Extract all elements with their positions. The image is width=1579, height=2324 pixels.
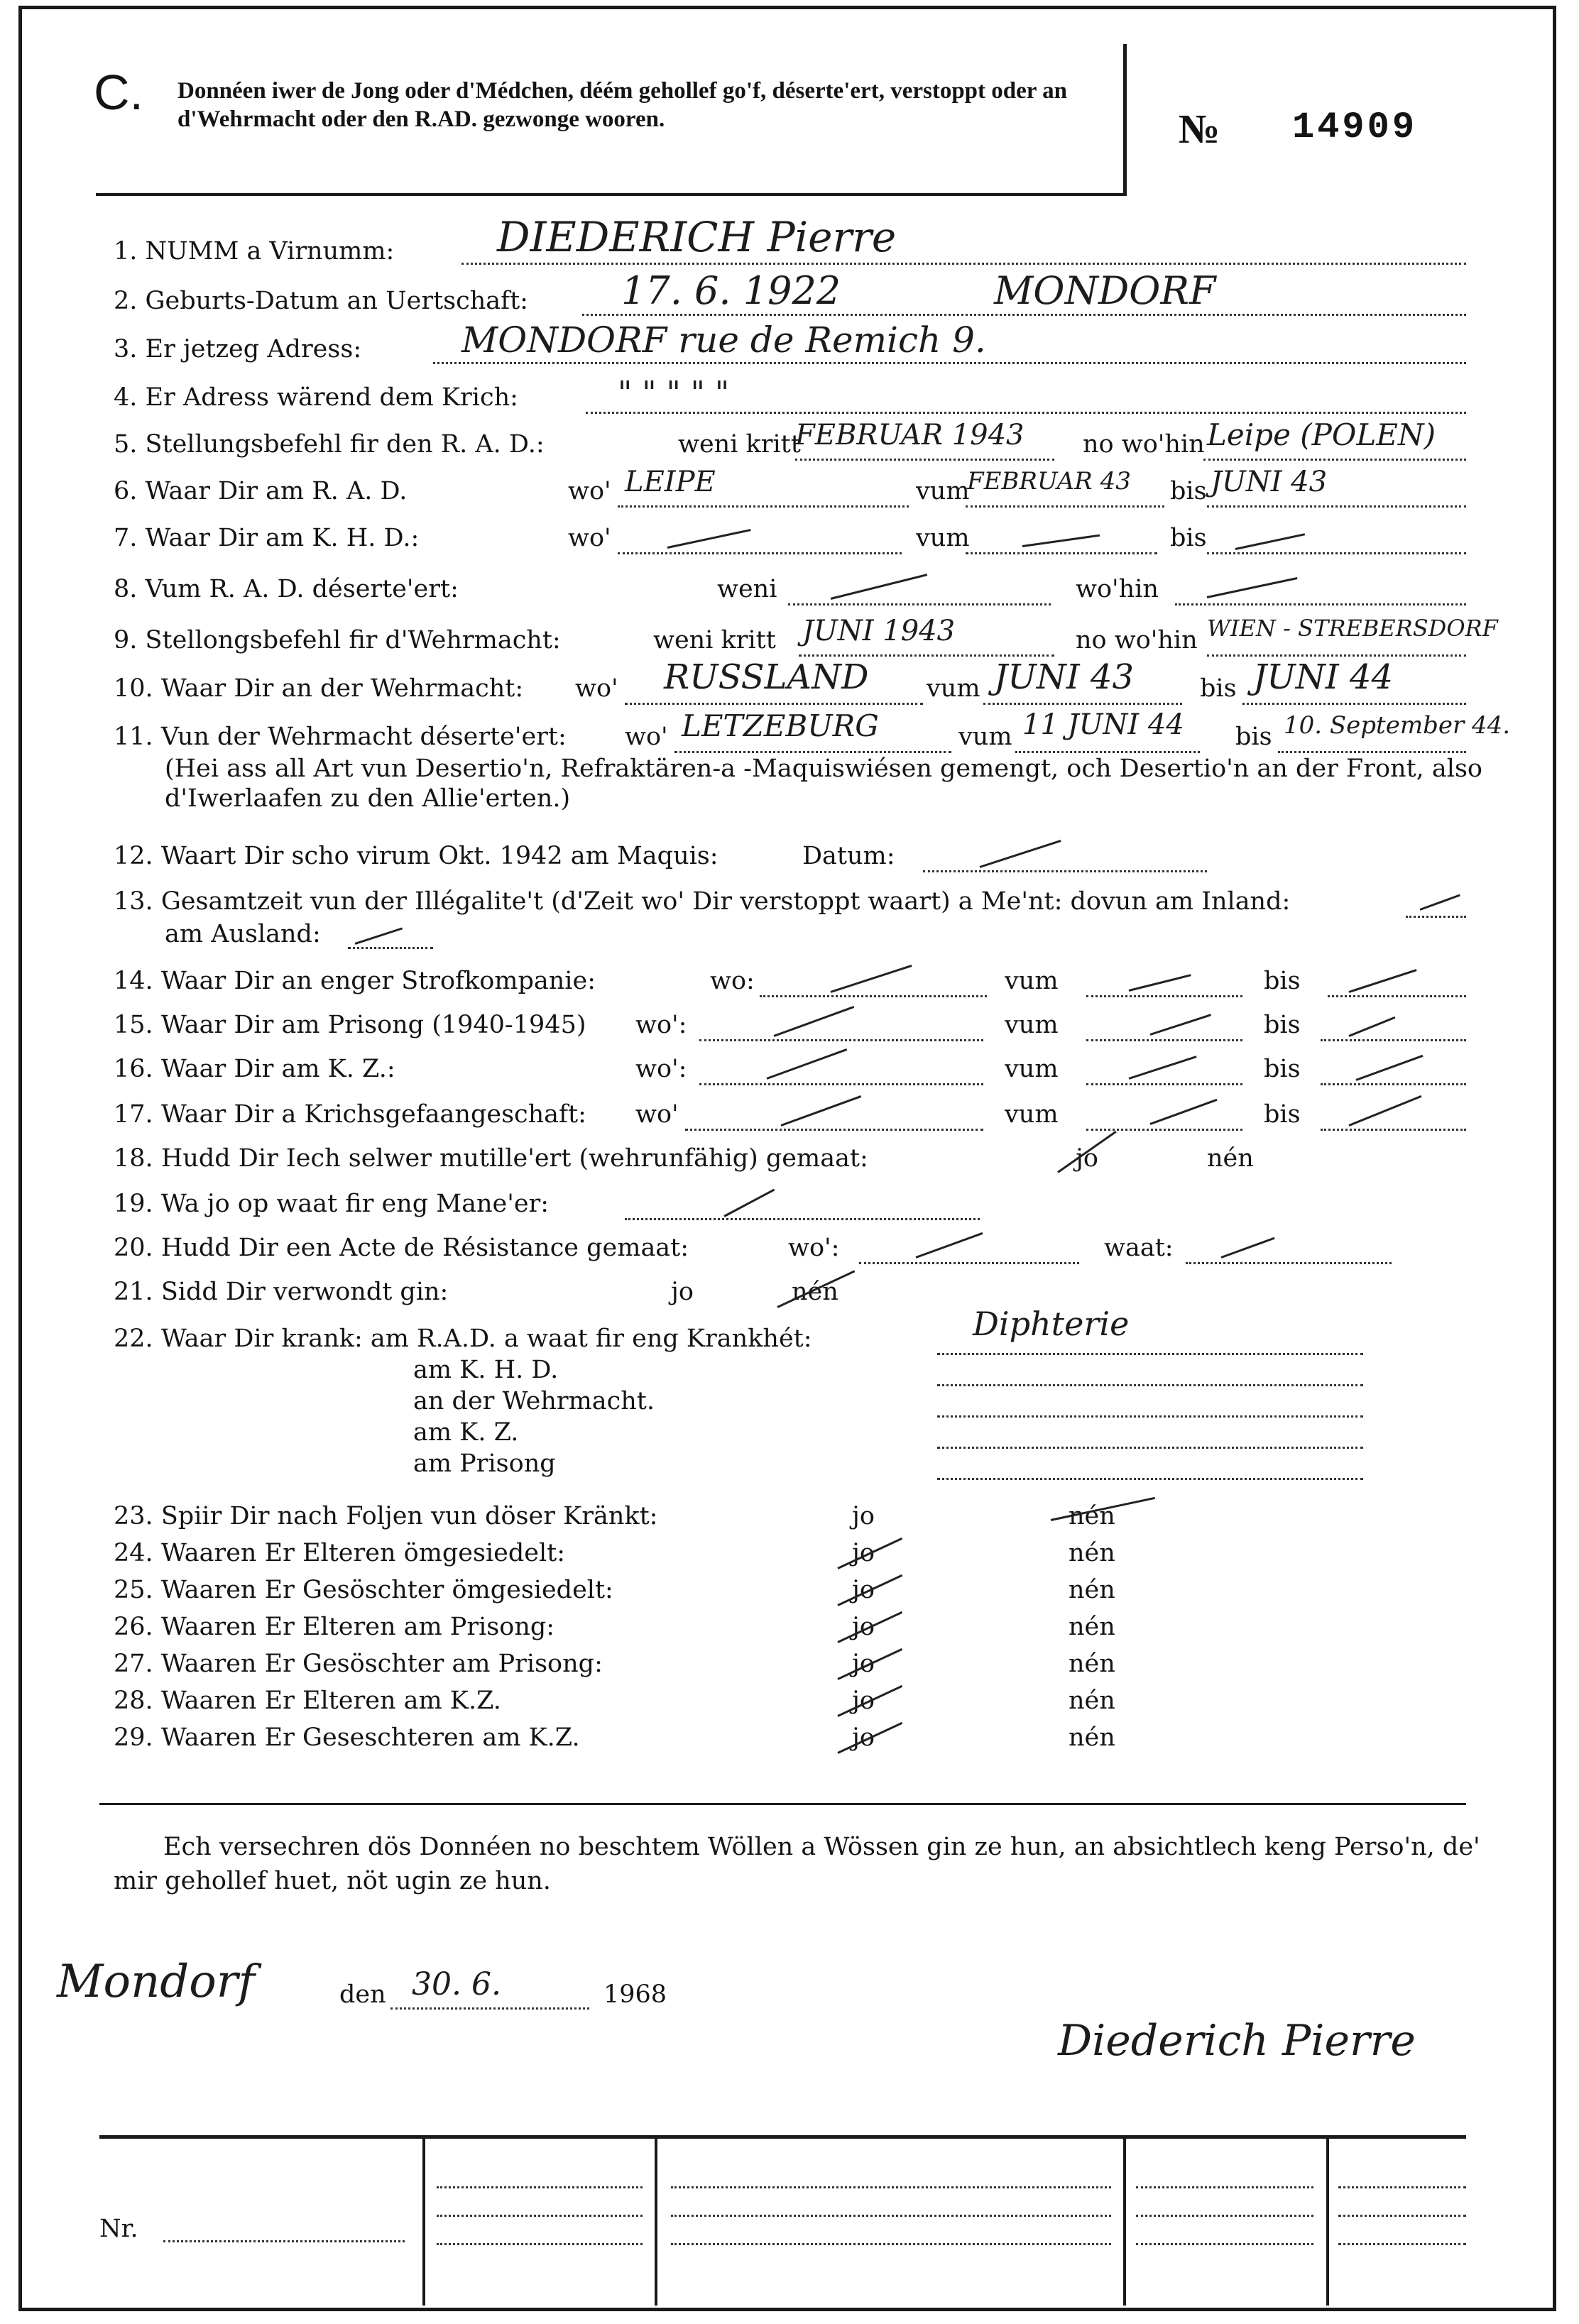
- row-1: 1. NUMM a Virnumm:: [114, 237, 395, 265]
- label: bis: [1170, 477, 1207, 505]
- name-value[interactable]: DIEDERICH Pierre: [497, 213, 897, 261]
- label: wo'hin: [1076, 575, 1159, 603]
- footer-field[interactable]: [1136, 2243, 1313, 2245]
- label: wo':: [635, 1011, 687, 1039]
- footer-field[interactable]: [437, 2186, 643, 2188]
- field-line[interactable]: [937, 1478, 1363, 1480]
- row-15: 15. Waar Dir am Prisong (1940-1945): [114, 1011, 586, 1039]
- footer-field[interactable]: [671, 2243, 1111, 2245]
- signature-year: 1968: [603, 1980, 667, 2009]
- no-option[interactable]: nén: [1069, 1576, 1115, 1604]
- footer-field[interactable]: [1338, 2186, 1466, 2188]
- field-line[interactable]: [788, 603, 1051, 605]
- field-line[interactable]: [348, 947, 433, 949]
- field-line[interactable]: [582, 314, 1466, 316]
- no-option[interactable]: nén: [1069, 1723, 1115, 1752]
- field-line[interactable]: [433, 362, 1466, 364]
- row-8: 8. Vum R. A. D. déserte'ert:: [114, 575, 459, 603]
- field-line[interactable]: [674, 751, 951, 753]
- yes-option[interactable]: jo: [852, 1539, 875, 1567]
- yes-option[interactable]: jo: [852, 1650, 875, 1678]
- wehrmacht-order-date[interactable]: JUNI 1943: [802, 615, 956, 647]
- footer-field[interactable]: [1136, 2215, 1313, 2217]
- row-11: 11. Vun der Wehrmacht déserte'ert:: [114, 723, 567, 751]
- wehrmacht-from[interactable]: JUNI 43: [994, 657, 1134, 697]
- row-5: 5. Stellungsbefehl fir den R. A. D.:: [114, 430, 545, 459]
- label: wo': [635, 1100, 679, 1129]
- footer-field[interactable]: [1338, 2215, 1466, 2217]
- den-label: den: [339, 1980, 386, 2009]
- row-16: 16. Waar Dir am K. Z.:: [114, 1055, 395, 1083]
- label: Datum:: [802, 842, 895, 870]
- footer-field[interactable]: [1136, 2186, 1313, 2188]
- section-divider: [99, 1803, 1466, 1805]
- header-rule: [96, 193, 1125, 196]
- field-line[interactable]: [799, 654, 1054, 657]
- field-line[interactable]: [1086, 995, 1242, 997]
- label: waat:: [1104, 1234, 1174, 1262]
- field-line[interactable]: [1207, 505, 1466, 508]
- label: vum: [1005, 1100, 1059, 1129]
- field-line[interactable]: [461, 263, 1466, 265]
- label: bis: [1235, 723, 1272, 751]
- row-29: 29. Waaren Er Geseschteren am K.Z.: [114, 1723, 580, 1752]
- label: bis: [1264, 967, 1301, 995]
- label: wo':: [788, 1234, 840, 1262]
- footer-field[interactable]: [437, 2215, 643, 2217]
- wehrmacht-place[interactable]: RUSSLAND: [664, 657, 869, 697]
- field-line[interactable]: [699, 1083, 983, 1085]
- field-line[interactable]: [1015, 751, 1200, 753]
- no-option[interactable]: nén: [1069, 1613, 1115, 1641]
- label: wo': [625, 723, 668, 751]
- wehrmacht-destination[interactable]: WIEN - STREBERSDORF: [1207, 615, 1498, 642]
- no-option[interactable]: nén: [1069, 1502, 1115, 1530]
- row-21: 21. Sidd Dir verwondt gin:: [114, 1278, 449, 1306]
- row-28: 28. Waaren Er Elteren am K.Z.: [114, 1687, 501, 1715]
- field-line[interactable]: [390, 2007, 589, 2010]
- section-letter: C.: [94, 65, 143, 120]
- row-22-sub: am Prisong: [413, 1449, 556, 1478]
- row-7: 7. Waar Dir am K. H. D.:: [114, 524, 420, 552]
- row-11-note: (Hei ass all Art vun Desertio'n, Refraktären-a -Maquiswiésen gemengt, och Desertio'n an der Front, also d'Iwerlaafen zu den Allie'erten.): [165, 755, 1482, 813]
- label: vum: [1005, 1055, 1059, 1083]
- no-option[interactable]: nén: [1069, 1539, 1115, 1567]
- field-line[interactable]: [618, 505, 909, 508]
- field-line[interactable]: [625, 1218, 980, 1220]
- row-22-sub: am K. H. D.: [413, 1356, 559, 1384]
- form-number: 14909: [1292, 106, 1418, 148]
- war-address-value[interactable]: " " " " ": [618, 375, 730, 411]
- row-24: 24. Waaren Er Elteren ömgesiedelt:: [114, 1539, 566, 1567]
- row-14: 14. Waar Dir an enger Strofkompanie:: [114, 967, 596, 995]
- row-27: 27. Waaren Er Gesöschter am Prisong:: [114, 1650, 603, 1678]
- footer-field[interactable]: [671, 2186, 1111, 2188]
- yes-option[interactable]: jo: [852, 1723, 875, 1752]
- field-line[interactable]: [983, 703, 1182, 705]
- yes-option[interactable]: jo: [852, 1687, 875, 1715]
- no-option[interactable]: nén: [1069, 1650, 1115, 1678]
- row-3: 3. Er jetzeg Adress:: [114, 335, 362, 363]
- field-line[interactable]: [966, 505, 1164, 508]
- birth-place-value[interactable]: MONDORF: [994, 268, 1216, 313]
- rad-destination[interactable]: Leipe (POLEN): [1207, 417, 1436, 452]
- row-18: 18. Hudd Dir Iech selwer mutille'ert (wehrunfähig) gemaat:: [114, 1144, 868, 1173]
- declaration-text: Ech versechren dös Donnéen no beschtem Wöllen a Wössen gin ze hun, an absichtlech keng Perso'n, de' mir gehollef huet, nöt ugin ze hun.: [114, 1833, 1480, 1895]
- field-line[interactable]: [1086, 1039, 1242, 1041]
- row-2: 2. Geburts-Datum an Uertschaft:: [114, 287, 528, 315]
- row-20: 20. Hudd Dir een Acte de Résistance gemaat:: [114, 1234, 689, 1262]
- field-line[interactable]: [1321, 1039, 1466, 1041]
- footer-field[interactable]: [1338, 2243, 1466, 2245]
- label: bis: [1264, 1100, 1301, 1129]
- label: wo': [568, 524, 611, 552]
- row-12: 12. Waart Dir scho virum Okt. 1942 am Maquis:: [114, 842, 719, 870]
- row-13-abroad: am Ausland:: [165, 920, 321, 948]
- yes-option[interactable]: jo: [852, 1613, 875, 1641]
- label: wo:: [710, 967, 755, 995]
- row-26: 26. Waaren Er Elteren am Prisong:: [114, 1613, 555, 1641]
- label: vum: [916, 477, 970, 505]
- row-19: 19. Wa jo op waat fir eng Mane'er:: [114, 1190, 550, 1218]
- field-line[interactable]: [1328, 995, 1466, 997]
- nr-label: Nr.: [99, 2215, 138, 2243]
- field-line[interactable]: [625, 703, 923, 705]
- label: bis: [1200, 674, 1237, 703]
- rad-order-date[interactable]: FEBRUAR 1943: [795, 419, 1025, 451]
- yes-option[interactable]: jo: [671, 1278, 694, 1306]
- label: vum: [916, 524, 970, 552]
- row-22: 22. Waar Dir krank: am R.A.D. a waat fir eng Krankhét:: [114, 1325, 812, 1353]
- field-line[interactable]: [1086, 1129, 1242, 1131]
- label: vum: [1005, 967, 1059, 995]
- label: bis: [1264, 1055, 1301, 1083]
- field-line[interactable]: [1207, 654, 1466, 657]
- row-22-sub: an der Wehrmacht.: [413, 1387, 655, 1415]
- field-line[interactable]: [923, 870, 1207, 872]
- label: vum: [958, 723, 1012, 751]
- birth-date-value[interactable]: 17. 6. 1922: [621, 268, 841, 313]
- address-value[interactable]: MONDORF rue de Remich 9.: [461, 319, 986, 361]
- field-line[interactable]: [966, 552, 1157, 554]
- field-line[interactable]: [937, 1384, 1363, 1386]
- field-line[interactable]: [618, 552, 902, 554]
- rad-place[interactable]: LEIPE: [625, 466, 716, 498]
- field-line[interactable]: [760, 995, 987, 997]
- desertion-place[interactable]: LETZEBURG: [682, 708, 879, 743]
- row-10: 10. Waar Dir an der Wehrmacht:: [114, 674, 524, 703]
- field-line[interactable]: [1321, 1083, 1466, 1085]
- row-17: 17. Waar Dir a Krichsgefaangeschaft:: [114, 1100, 586, 1129]
- number-sign: №: [1179, 106, 1220, 152]
- label: weni: [717, 575, 777, 603]
- footer-col: [422, 2135, 425, 2306]
- header-divider: [1123, 44, 1127, 196]
- no-option[interactable]: nén: [792, 1278, 838, 1306]
- row-23: 23. Spiir Dir nach Foljen vun döser Kränkt:: [114, 1502, 658, 1530]
- rad-from[interactable]: FEBRUAR 43: [967, 467, 1131, 495]
- field-line[interactable]: [1242, 703, 1466, 705]
- label: wo': [568, 477, 611, 505]
- footer-field[interactable]: [671, 2215, 1111, 2217]
- label: no wo'hin: [1083, 430, 1205, 459]
- field-line[interactable]: [1321, 1129, 1466, 1131]
- signature-date[interactable]: 30. 6.: [412, 1966, 501, 2002]
- desertion-from[interactable]: 11 JUNI 44: [1022, 708, 1184, 741]
- field-line[interactable]: [1175, 603, 1466, 605]
- signature-place[interactable]: Mondorf: [57, 1956, 256, 2008]
- label: wo':: [635, 1055, 687, 1083]
- signature[interactable]: Diederich Pierre: [1058, 2016, 1416, 2066]
- label: wo': [575, 674, 618, 703]
- field-line[interactable]: [586, 412, 1466, 414]
- footer-field[interactable]: [437, 2243, 643, 2245]
- illness-value[interactable]: Diphterie: [973, 1305, 1130, 1343]
- label: weni kritt: [678, 430, 801, 459]
- nr-field[interactable]: [163, 2240, 405, 2242]
- yes-option[interactable]: jo: [1076, 1144, 1098, 1173]
- label: bis: [1170, 524, 1207, 552]
- form-title: Donnéen iwer de Jong oder d'Médchen, déém gehollef go'f, déserte'ert, verstoppt oder an d'Wehrmacht oder den R.AD. gezwonge wooren.: [177, 78, 1067, 132]
- wehrmacht-to[interactable]: JUNI 44: [1253, 657, 1393, 697]
- desertion-to[interactable]: 10. September 44.: [1284, 711, 1511, 740]
- row-22-sub: am K. Z.: [413, 1418, 519, 1447]
- field-line[interactable]: [1278, 751, 1466, 753]
- field-line[interactable]: [937, 1447, 1363, 1449]
- no-option[interactable]: nén: [1207, 1144, 1254, 1173]
- row-4: 4. Er Adress wärend dem Krich:: [114, 383, 518, 412]
- label: vum: [927, 674, 980, 703]
- row-25: 25. Waaren Er Gesöschter ömgesiedelt:: [114, 1576, 613, 1604]
- field-line[interactable]: [699, 1039, 983, 1041]
- field-line[interactable]: [937, 1353, 1363, 1355]
- footer-rule: [99, 2135, 1466, 2139]
- footer-col: [1326, 2135, 1329, 2306]
- row-6: 6. Waar Dir am R. A. D.: [114, 477, 408, 505]
- field-line[interactable]: [1203, 459, 1466, 461]
- field-line[interactable]: [1406, 916, 1466, 918]
- label: bis: [1264, 1011, 1301, 1039]
- label: vum: [1005, 1011, 1059, 1039]
- field-line[interactable]: [1186, 1262, 1392, 1264]
- label: weni kritt: [653, 626, 776, 654]
- field-line[interactable]: [859, 1262, 1079, 1264]
- field-line[interactable]: [795, 459, 1054, 461]
- rad-to[interactable]: JUNI 43: [1211, 466, 1328, 498]
- field-line[interactable]: [937, 1415, 1363, 1418]
- yes-option[interactable]: jo: [852, 1502, 875, 1530]
- footer-col: [1123, 2135, 1126, 2306]
- no-option[interactable]: nén: [1069, 1687, 1115, 1715]
- field-line[interactable]: [1207, 552, 1466, 554]
- row-13: 13. Gesamtzeit vun der Illégalite't (d'Zeit wo' Dir verstoppt waart) a Me'nt: dovun am Inland:: [114, 887, 1291, 916]
- footer-col: [655, 2135, 657, 2306]
- field-line[interactable]: [685, 1129, 983, 1131]
- label: no wo'hin: [1076, 626, 1198, 654]
- field-line[interactable]: [1086, 1083, 1242, 1085]
- yes-option[interactable]: jo: [852, 1576, 875, 1604]
- row-9: 9. Stellongsbefehl fir d'Wehrmacht:: [114, 626, 561, 654]
